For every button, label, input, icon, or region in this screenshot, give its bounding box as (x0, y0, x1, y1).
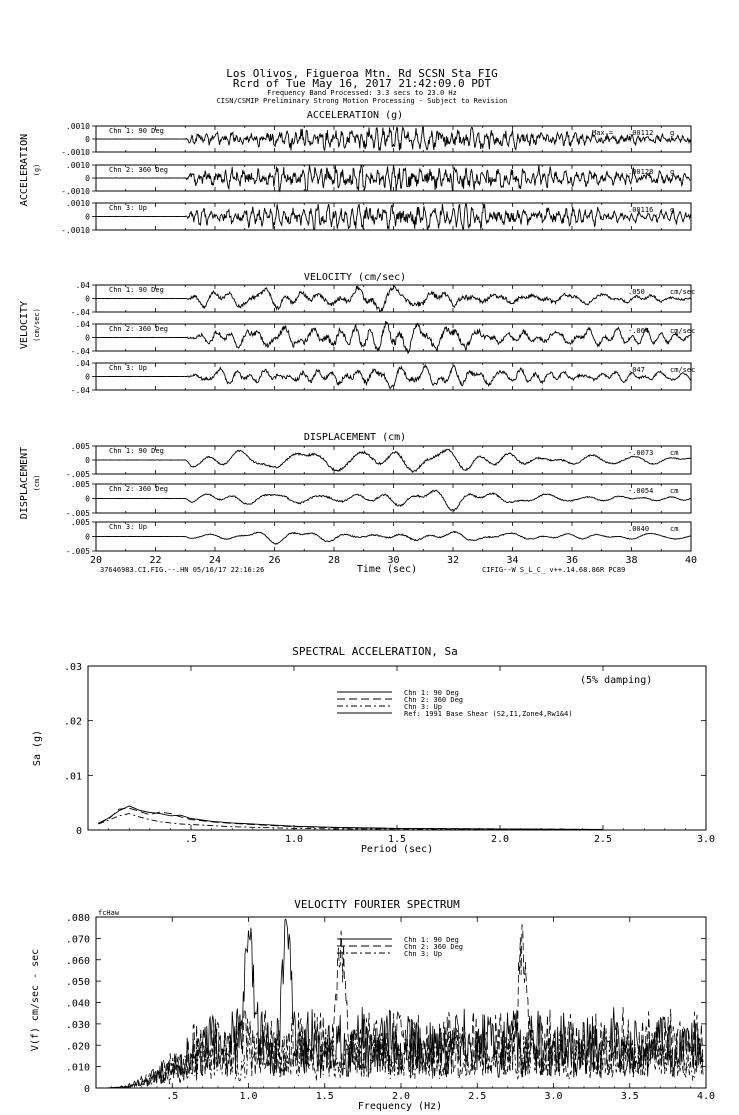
fourier-ytick-label: .060 (65, 955, 90, 967)
acceleration-ylabel: ACCELERATION (19, 133, 30, 207)
displacement-1-channel-label: Chn 1: 90 Deg (109, 447, 164, 455)
fourier-xtick-label: 3.0 (544, 1091, 563, 1102)
acceleration-panel-2 (61, 161, 691, 196)
acceleration-1-ytick-label: 0 (85, 135, 90, 144)
acceleration-1-ytick-label: .0010 (65, 122, 90, 131)
displacement-3-max-value: .0040 (628, 525, 650, 533)
velocity-2-ytick-label: 0 (85, 333, 90, 343)
displacement-1-ytick-label: .005 (70, 442, 90, 451)
time-tick-label: 32 (446, 555, 460, 566)
footer-right: CIFIG--W S_L_C_ v++.14.68.86R PC89 (482, 566, 626, 574)
velocity-3-max-unit: cm/sec (670, 366, 696, 374)
acceleration-3-ytick-label: -.0010 (61, 226, 90, 235)
fourier-title: VELOCITY FOURIER SPECTRUM (294, 898, 460, 911)
spectral-frame (88, 666, 706, 830)
velocity-fourier-chart (30, 898, 715, 1112)
time-history-panels (19, 110, 695, 556)
time-tick-label: 20 (89, 555, 103, 566)
displacement-2-max-unit: cm (670, 487, 679, 495)
fourier-ylabel: V(f) cm/sec - sec (30, 948, 41, 1052)
spectral-ytick-label: .01 (63, 771, 82, 783)
spectral-xtick-label: 1.0 (284, 834, 304, 845)
displacement-ylabel: DISPLACEMENT (19, 446, 30, 520)
displacement-3-ytick-label: -.005 (65, 547, 90, 556)
velocity-2-ytick-label: .04 (75, 320, 90, 329)
fourier-xtick-label: 1.0 (239, 1091, 258, 1102)
velocity-title: VELOCITY (cm/sec) (303, 272, 407, 283)
velocity-1-max-unit: cm/sec (670, 288, 696, 296)
velocity-1-ytick-label: -.04 (70, 308, 90, 317)
acceleration-3-waveform (96, 204, 691, 229)
acceleration-max-prefix: Max = (592, 129, 614, 137)
velocity-3-ytick-label: .04 (75, 359, 90, 368)
spectral-xtick-label: 2.5 (593, 834, 613, 845)
time-tick-label: 40 (684, 555, 698, 566)
fourier-xtick-label: 1.5 (315, 1091, 334, 1102)
acceleration-2-max-value: .00128 (628, 168, 654, 176)
fourier-ytick-label: .010 (65, 1062, 90, 1074)
acceleration-2-ytick-label: -.0010 (61, 187, 90, 196)
spectral-xtick-label: 1.5 (387, 834, 407, 845)
displacement-panel-1 (66, 442, 691, 479)
spectral-xlabel: Period (sec) (360, 844, 434, 855)
velocity-3-waveform (96, 365, 691, 389)
acceleration-3-channel-label: Chn 3: Up (109, 204, 147, 212)
velocity-panel-2 (71, 320, 696, 356)
velocity-1-ytick-label: .04 (75, 281, 90, 290)
spectral-ytick-label: 0 (75, 826, 82, 837)
acceleration-3-max-unit: g (670, 206, 675, 214)
spectral-legend-label-4: Ref: 1991 Base Shear (S2,I1,Zone4,Rw1&4) (404, 710, 573, 718)
displacement-panel-2 (66, 480, 691, 518)
displacement-2-ytick-label: -.005 (65, 509, 90, 518)
fourier-corner-label: fcHaw (98, 909, 120, 917)
velocity-2-channel-label: Chn 2: 360 Deg (109, 325, 169, 333)
time-axis-label: Time (sec) (356, 564, 418, 575)
velocity-2-ytick-label: -.04 (70, 347, 90, 356)
spectral-legend-label-3: Chn 3: Up (404, 703, 442, 711)
acceleration-3-ytick-label: .0010 (65, 199, 90, 208)
acceleration-1-max-value: .00112 (628, 129, 654, 137)
acceleration-1-ytick-label: -.0010 (61, 148, 90, 157)
fourier-legend-label-1: Chn 1: 90 Deg (404, 936, 459, 944)
displacement-1-waveform (96, 449, 691, 472)
spectral-title: SPECTRAL ACCELERATION, Sa (292, 645, 458, 658)
velocity-3-ytick-label: 0 (85, 372, 90, 382)
header-line-3: Frequency Band Processed: 3.3 secs to 23.0 Hz (267, 89, 457, 97)
fourier-xtick-label: 2.0 (391, 1091, 411, 1102)
velocity-1-waveform (96, 286, 691, 311)
velocity-2-max-unit: cm/sec (670, 327, 696, 335)
time-tick-label: 30 (387, 555, 400, 566)
time-tick-label: 36 (565, 555, 579, 566)
spectral-acceleration-chart (32, 645, 715, 855)
fourier-ytick-label: .040 (65, 998, 90, 1010)
displacement-yunit: (cm) (33, 474, 41, 492)
header-line-4: CISN/CSMIP Preliminary Strong Motion Processing - Subject to Revision (216, 97, 508, 105)
acceleration-2-ytick-label: .0010 (65, 161, 90, 170)
acceleration-2-max-unit: g (670, 168, 675, 176)
fourier-legend-label-3: Chn 3: Up (404, 950, 442, 958)
velocity-2-max-value: -.064 (628, 327, 650, 335)
displacement-3-ytick-label: .005 (70, 518, 90, 527)
displacement-2-max-value: -.0054 (628, 487, 654, 495)
acceleration-2-ytick-label: 0 (85, 174, 90, 183)
displacement-3-ytick-label: 0 (85, 532, 90, 542)
displacement-3-max-unit: cm (670, 525, 679, 533)
fourier-ytick-label: .050 (65, 977, 90, 989)
time-tick-label: 34 (506, 555, 519, 566)
velocity-panel-1 (71, 281, 696, 317)
fourier-xtick-label: .5 (166, 1091, 179, 1102)
displacement-2-ytick-label: .005 (70, 480, 90, 489)
velocity-3-ytick-label: -.04 (70, 386, 90, 395)
displacement-2-waveform (96, 490, 691, 511)
displacement-panel-3 (66, 518, 691, 556)
fourier-xtick-label: 2.5 (468, 1091, 487, 1102)
velocity-1-max-value: .050 (628, 288, 645, 296)
velocity-panel-3 (71, 359, 696, 395)
displacement-3-waveform (96, 531, 691, 544)
fourier-ytick-label: .020 (65, 1041, 90, 1053)
spectral-ytick-label: .02 (63, 716, 82, 728)
displacement-2-ytick-label: 0 (85, 494, 90, 504)
fourier-ytick-label: .080 (65, 913, 90, 924)
velocity-group (19, 272, 695, 395)
velocity-yunit: (cm/sec) (33, 308, 41, 342)
fourier-legend-label-2: Chn 2: 360 Deg (404, 943, 464, 951)
displacement-2-channel-label: Chn 2: 360 Deg (109, 485, 169, 493)
time-tick-label: 22 (149, 555, 162, 566)
velocity-1-ytick-label: 0 (85, 294, 90, 304)
velocity-1-channel-label: Chn 1: 90 Deg (109, 286, 164, 294)
fourier-ytick-label: .030 (65, 1019, 90, 1031)
velocity-ylabel: VELOCITY (19, 300, 30, 350)
displacement-3-channel-label: Chn 3: Up (109, 523, 147, 531)
displacement-group (19, 432, 691, 556)
spectral-ylabel: Sa (g) (32, 729, 43, 767)
fourier-xlabel: Frequency (Hz) (357, 1101, 443, 1112)
fourier-xtick-label: 4.0 (696, 1091, 716, 1102)
fourier-ytick-label: .070 (65, 934, 90, 946)
acceleration-1-max-unit: g (670, 129, 675, 137)
spectral-damping-note: (5% damping) (580, 675, 653, 686)
displacement-1-max-unit: cm (670, 449, 679, 457)
spectral-legend-label-1: Chn 1: 90 Deg (404, 689, 459, 697)
spectral-xtick-label: 3.0 (696, 834, 716, 845)
fourier-xtick-label: 3.5 (620, 1091, 639, 1102)
spectral-xtick-label: 2.0 (490, 834, 510, 845)
acceleration-yunit: (g) (33, 163, 41, 177)
acceleration-3-ytick-label: 0 (85, 212, 90, 222)
acceleration-panel-3 (61, 199, 691, 235)
acceleration-1-channel-label: Chn 1: 90 Deg (109, 127, 164, 135)
acceleration-group (19, 110, 691, 235)
spectral-curve-1 (98, 806, 603, 830)
velocity-3-channel-label: Chn 3: Up (109, 364, 147, 372)
time-tick-label: 24 (208, 555, 222, 566)
header-line-1: Los Olivos, Figueroa Mtn. Rd SCSN Sta FIG (226, 67, 498, 80)
displacement-1-max-value: -.0073 (628, 449, 654, 457)
spectral-curve-2 (98, 808, 603, 829)
time-tick-label: 26 (268, 555, 281, 566)
velocity-3-max-value: .047 (628, 366, 645, 374)
time-tick-label: 38 (625, 555, 638, 566)
acceleration-title: ACCELERATION (g) (306, 110, 404, 121)
acceleration-2-channel-label: Chn 2: 360 Deg (109, 166, 169, 174)
spectral-legend-label-2: Chn 2: 360 Deg (404, 696, 464, 704)
header-line-2: Rcrd of Tue May 16, 2017 21:42:09.0 PDT (232, 77, 492, 90)
displacement-1-ytick-label: -.005 (65, 470, 90, 479)
acceleration-3-max-value: .00116 (628, 206, 654, 214)
spectral-xtick-label: .5 (184, 834, 198, 845)
displacement-1-ytick-label: 0 (85, 456, 90, 465)
displacement-title: DISPLACEMENT (cm) (303, 432, 407, 443)
time-tick-label: 28 (327, 555, 341, 566)
acceleration-panel-1 (61, 122, 691, 157)
spectral-ytick-label: .03 (63, 662, 82, 673)
footer-left: 37646983.CI.FIG.--.HN 05/16/17 22:16:26 (100, 566, 265, 574)
fourier-ytick-label: 0 (83, 1084, 90, 1095)
